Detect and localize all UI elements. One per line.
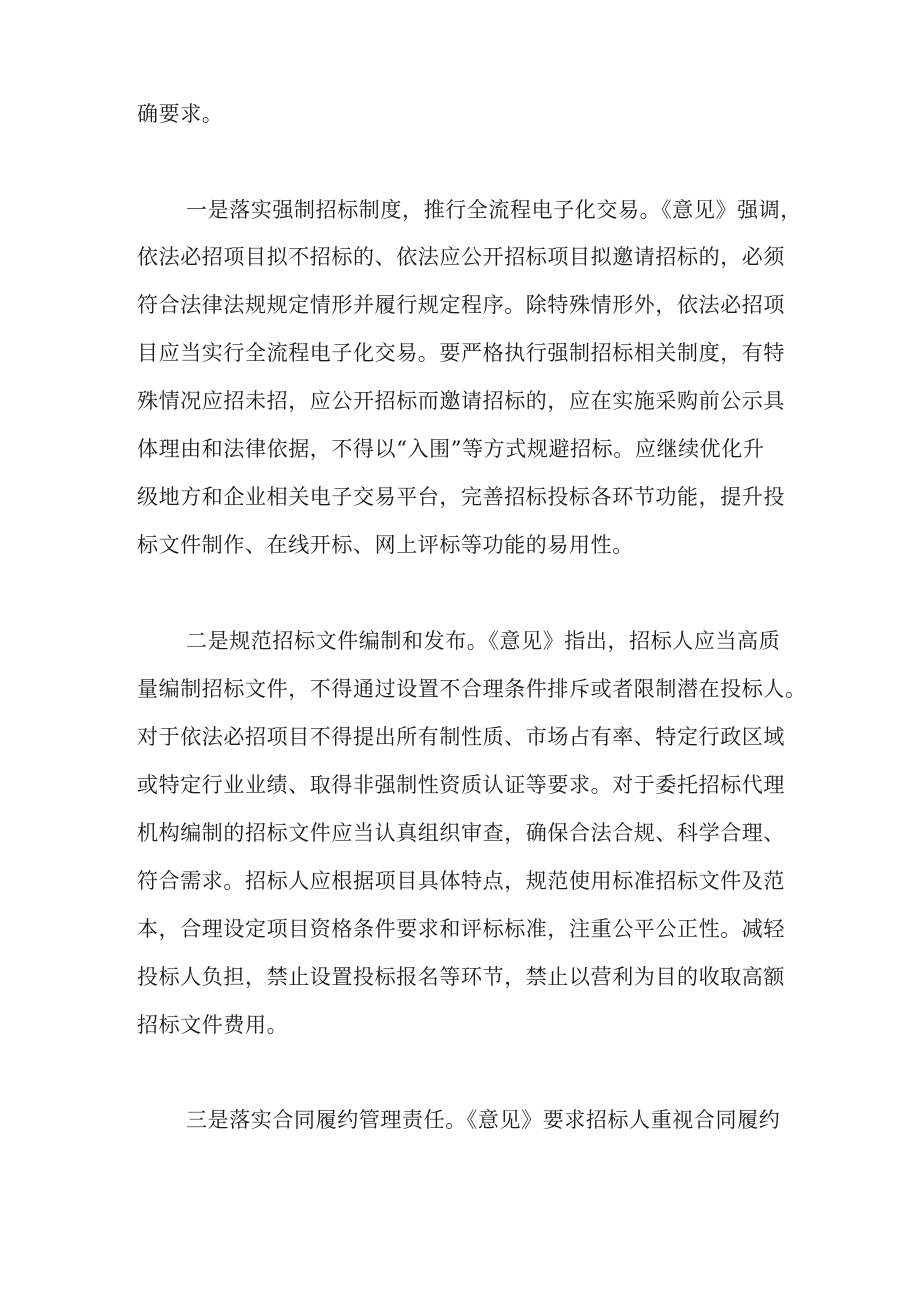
text-line: 量编制招标文件，不得通过设置不合理条件排斥或者限制潜在投标人。 <box>137 677 807 701</box>
paragraph-1-first-line: 一是落实强制招标制度，推行全流程电子化交易。《意见》强调， <box>186 198 802 222</box>
text-line: 标文件制作、在线开标、网上评标等功能的易用性。 <box>137 533 634 557</box>
text-line: 依法必招项目拟不招标的、依法应公开招标项目拟邀请招标的，必须 <box>137 245 785 269</box>
text-line: 符合需求。招标人应根据项目具体特点，规范使用标准招标文件及范 <box>137 869 785 893</box>
paragraph-2-first-line: 二是规范招标文件编制和发布。《意见》指出，招标人应当高质 <box>186 629 781 653</box>
text-line: 对于依法必招项目不得提出所有制性质、市场占有率、特定行政区域 <box>137 725 785 749</box>
text-line: 殊情况应招未招，应公开招标而邀请招标的，应在实施采购前公示具 <box>137 389 785 413</box>
text-line: 招标文件费用。 <box>137 1013 289 1037</box>
text-line: 投标人负担，禁止设置投标报名等环节，禁止以营利为目的收取高额 <box>137 965 785 989</box>
text-line: 确要求。 <box>137 102 224 126</box>
text-line: 本，合理设定项目资格条件要求和评标标准，注重公平公正性。减轻 <box>137 917 785 941</box>
text-line: 或特定行业业绩、取得非强制性资质认证等要求。对于委托招标代理 <box>137 773 785 797</box>
text-line: 符合法律法规规定情形并履行规定程序。除特殊情形外，依法必招项 <box>137 293 785 317</box>
text-line: 目应当实行全流程电子化交易。要严格执行强制招标相关制度，有特 <box>137 341 785 365</box>
paragraph-3-first-line: 三是落实合同履约管理责任。《意见》要求招标人重视合同履约 <box>186 1108 781 1132</box>
text-line: 机构编制的招标文件应当认真组织审查，确保合法合规、科学合理、 <box>137 821 785 845</box>
text-line: 级地方和企业相关电子交易平台，完善招标投标各环节功能，提升投 <box>137 485 785 509</box>
text-line: 体理由和法律依据，不得以“入围”等方式规避招标。应继续优化升 <box>137 437 765 461</box>
